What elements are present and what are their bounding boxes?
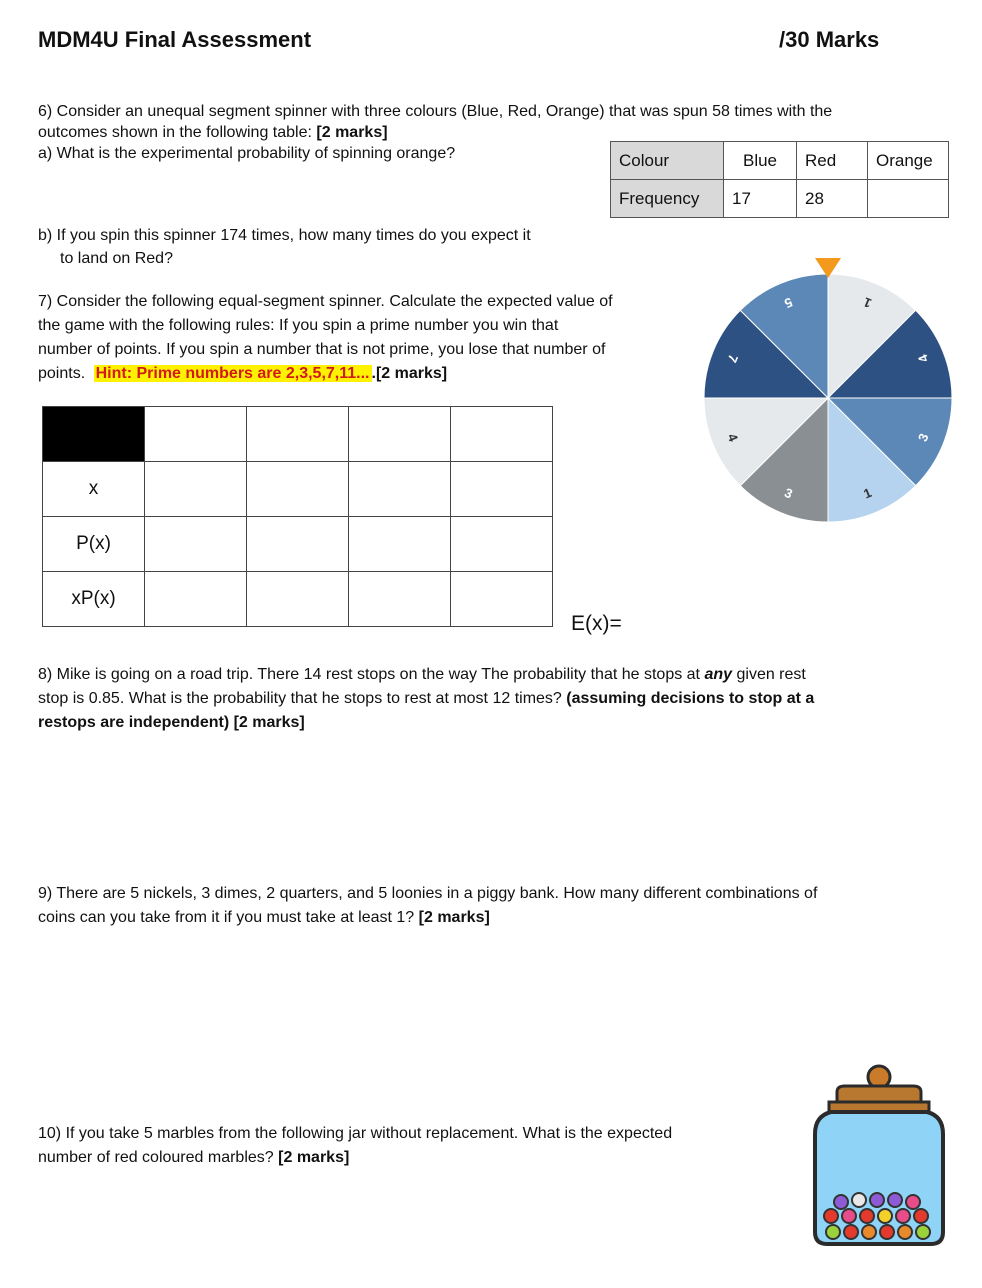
q8-emphasis-any: any bbox=[704, 666, 733, 683]
ev-row-label-xpx: xP(x) bbox=[43, 572, 145, 627]
ev-table-cell[interactable] bbox=[145, 407, 247, 462]
frequency-table-value-row bbox=[611, 180, 949, 218]
marble-jar-icon bbox=[805, 1060, 955, 1260]
q8-line1 bbox=[38, 663, 958, 687]
marble bbox=[862, 1225, 876, 1239]
spinner-segment-label: 4 bbox=[724, 431, 742, 444]
q7-line1: 7) Consider the following equal-segment spinner. Calculate the expected value of bbox=[38, 293, 613, 310]
table-header-orange: Orange bbox=[868, 142, 949, 180]
ev-table-cell[interactable] bbox=[247, 407, 349, 462]
q6-part-b-line2: to land on Red? bbox=[60, 250, 173, 267]
marble bbox=[896, 1209, 910, 1223]
page-title: MDM4U Final Assessment bbox=[38, 27, 312, 52]
marble bbox=[844, 1225, 858, 1239]
expected-value-table bbox=[42, 406, 553, 627]
marble bbox=[834, 1195, 848, 1209]
table-row-label-frequency: Frequency bbox=[611, 180, 724, 218]
ev-table-row-header bbox=[43, 407, 553, 462]
q7-line2: the game with the following rules: If you spin a prime number you win that bbox=[38, 317, 559, 334]
q6-part-b bbox=[38, 224, 531, 270]
table-header-blue: Blue bbox=[724, 142, 797, 180]
q10-line1: 10) If you take 5 marbles from the following jar without replacement. What is the expected bbox=[38, 1125, 673, 1142]
spinner-segment-label: 3 bbox=[914, 431, 932, 444]
q6-part-b-line1: b) If you spin this spinner 174 times, how many times do you expect it bbox=[38, 227, 531, 244]
ev-table-corner bbox=[43, 407, 145, 462]
number-spinner bbox=[700, 252, 960, 532]
ev-row-label-px: P(x) bbox=[43, 517, 145, 572]
ev-table-cell[interactable] bbox=[145, 462, 247, 517]
spinner-segments bbox=[704, 274, 952, 522]
marble bbox=[878, 1209, 892, 1223]
marble bbox=[914, 1209, 928, 1223]
marble bbox=[824, 1209, 838, 1223]
q6-line2-text: outcomes shown in the following table: bbox=[38, 124, 312, 141]
marble bbox=[898, 1225, 912, 1239]
q8-line3: restops are independent) [2 marks] bbox=[38, 714, 305, 731]
table-header-red: Red bbox=[797, 142, 868, 180]
q7-line4 bbox=[38, 362, 613, 386]
q6-part-a: a) What is the experimental probability of spinning orange? bbox=[38, 145, 456, 162]
jar-lid bbox=[837, 1086, 921, 1102]
marble bbox=[916, 1225, 930, 1239]
ev-table-cell[interactable] bbox=[145, 572, 247, 627]
spinner-segment-label: 3 bbox=[782, 484, 795, 502]
table-cell-red-frequency: 28 bbox=[797, 180, 868, 218]
table-header-colour: Colour bbox=[611, 142, 724, 180]
question-9 bbox=[38, 882, 958, 930]
ev-table-cell[interactable] bbox=[451, 462, 553, 517]
question-10 bbox=[38, 1122, 672, 1170]
q9-line1: 9) There are 5 nickels, 3 dimes, 2 quarters, and 5 loonies in a piggy bank. How many different combinations of bbox=[38, 885, 818, 902]
table-cell-blue-frequency: 17 bbox=[724, 180, 797, 218]
marble bbox=[842, 1209, 856, 1223]
total-marks: /30 Marks bbox=[779, 27, 880, 52]
table-cell-orange-frequency bbox=[868, 180, 949, 218]
q9-line2 bbox=[38, 906, 958, 930]
ev-row-label-x: x bbox=[43, 462, 145, 517]
q6-line1: 6) Consider an unequal segment spinner with three colours (Blue, Red, Orange) that was spun 58 times with the bbox=[38, 103, 833, 120]
q8-line1-a: 8) Mike is going on a road trip. There 14 rest stops on the way The probability that he stops at bbox=[38, 666, 700, 683]
q10-marks: [2 marks] bbox=[278, 1149, 350, 1166]
spinner-segment-label: 5 bbox=[782, 294, 795, 312]
q6-line2 bbox=[38, 123, 958, 143]
spinner-segment-label: 1 bbox=[861, 484, 874, 502]
q7-marks: .[2 marks] bbox=[371, 365, 448, 382]
ev-table-row-xpx bbox=[43, 572, 553, 627]
ev-table-cell[interactable] bbox=[247, 572, 349, 627]
q6-marks: [2 marks] bbox=[316, 124, 388, 141]
q8-line1-b: given rest bbox=[736, 666, 806, 683]
q7-line4-start: points. bbox=[38, 365, 86, 382]
ev-table-cell[interactable] bbox=[349, 462, 451, 517]
spinner-segment-label: 1 bbox=[861, 294, 874, 312]
ev-table-cell[interactable] bbox=[349, 407, 451, 462]
marble bbox=[870, 1193, 884, 1207]
marble bbox=[852, 1193, 866, 1207]
q8-line2-a: stop is 0.85. What is the probability that he stops to rest at most 12 times? bbox=[38, 690, 562, 707]
q10-line2 bbox=[38, 1146, 672, 1170]
frequency-table-header-row bbox=[611, 142, 949, 180]
q10-line2-text: number of red coloured marbles? bbox=[38, 1149, 274, 1166]
question-8 bbox=[38, 663, 958, 735]
prime-hint: Hint: Prime numbers are 2,3,5,7,11... bbox=[95, 365, 370, 382]
expected-value-label: E(x)= bbox=[571, 612, 622, 635]
q9-line2-text: coins can you take from it if you must take at least 1? bbox=[38, 909, 415, 926]
question-7 bbox=[38, 290, 613, 386]
marble bbox=[888, 1193, 902, 1207]
ev-table-cell[interactable] bbox=[247, 462, 349, 517]
ev-table-cell[interactable] bbox=[145, 517, 247, 572]
frequency-table bbox=[610, 141, 949, 218]
q8-line2 bbox=[38, 687, 958, 711]
ev-table-cell[interactable] bbox=[247, 517, 349, 572]
q9-marks: [2 marks] bbox=[418, 909, 490, 926]
spinner-segment-label: 4 bbox=[914, 352, 932, 365]
ev-table-cell[interactable] bbox=[349, 517, 451, 572]
ev-table-cell[interactable] bbox=[349, 572, 451, 627]
q7-line3: number of points. If you spin a number that is not prime, you lose that number of bbox=[38, 341, 606, 358]
ev-table-cell[interactable] bbox=[451, 572, 553, 627]
marble bbox=[880, 1225, 894, 1239]
spinner-segment-label: 7 bbox=[724, 352, 742, 365]
marble bbox=[826, 1225, 840, 1239]
ev-table-cell[interactable] bbox=[451, 517, 553, 572]
ev-table-row-px bbox=[43, 517, 553, 572]
ev-table-row-x bbox=[43, 462, 553, 517]
q8-line2-b: (assuming decisions to stop at a bbox=[566, 690, 815, 707]
marble bbox=[906, 1195, 920, 1209]
marble bbox=[860, 1209, 874, 1223]
ev-table-cell[interactable] bbox=[451, 407, 553, 462]
